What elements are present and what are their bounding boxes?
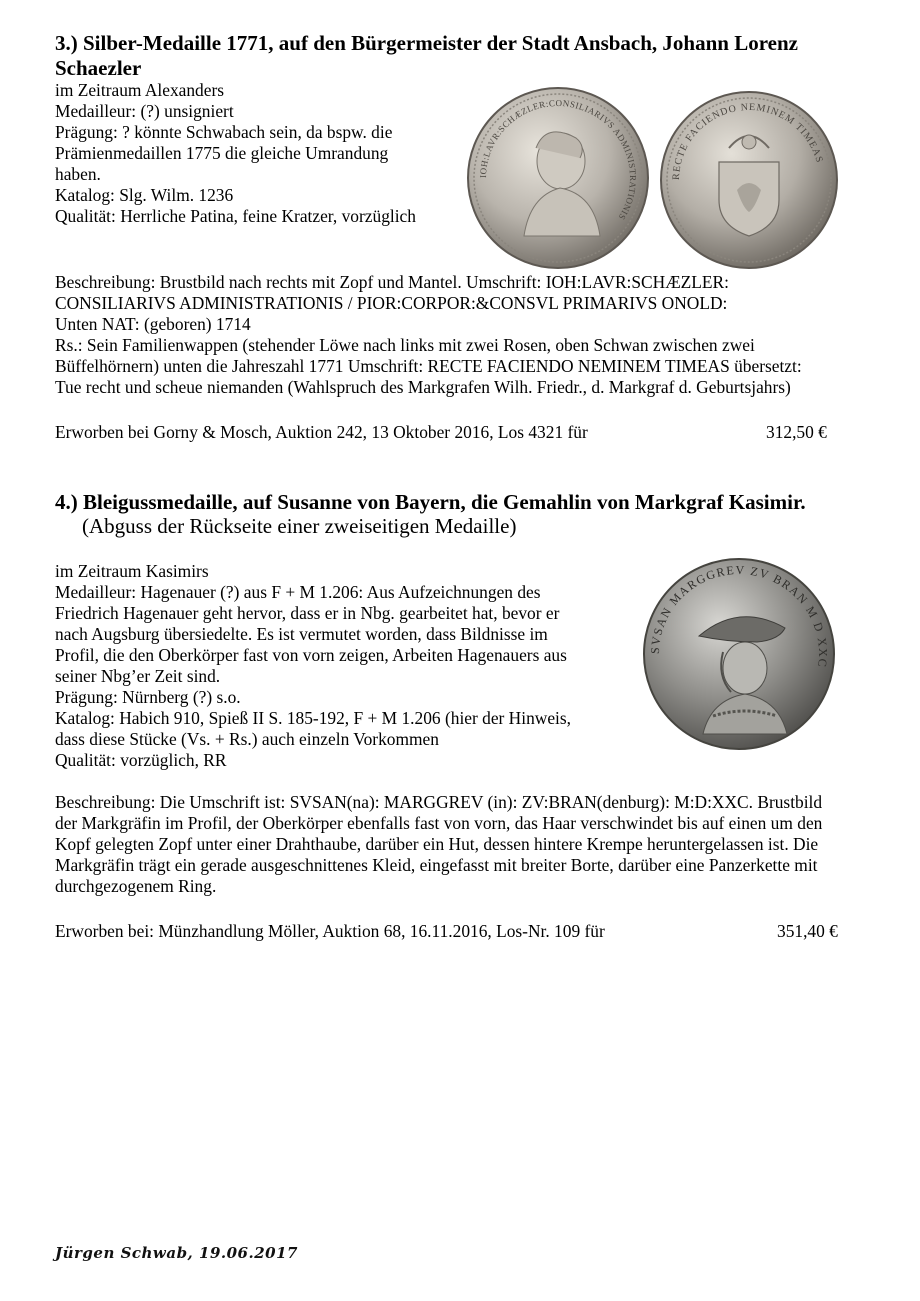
signature: Jürgen Schwab, 19.06.2017 [55, 1244, 298, 1262]
item3-info-line: Prämienmedaillen 1775 die gleiche Umrandung [55, 143, 389, 163]
item3-info-line: Prägung: ? könnte Schwabach sein, da bspw. die [55, 122, 393, 142]
item3-description [55, 272, 802, 398]
item3-description-line: Büffelhörnern) unten die Jahreszahl 1771 Umschrift: RECTE FACIENDO NEMINEM TIMEAS übersetzt: [55, 356, 802, 376]
item3-info-line: Katalog: Slg. Wilm. 1236 [55, 185, 234, 205]
item4-acquired: Erworben bei: Münzhandlung Möller, Auktion 68, 16.11.2016, Los-Nr. 109 für [55, 921, 605, 941]
item3-description-line: Unten NAT: (geboren) 1714 [55, 314, 251, 334]
item4-info-line: nach Augsburg übersiedelte. Es ist vermutet worden, dass Bildnisse im [55, 624, 548, 644]
item4-title-line1: 4.) Bleigussmedaille, auf Susanne von Bayern, die Gemahlin von Markgraf Kasimir. [55, 490, 806, 514]
item3-info-line: Medailleur: (?) unsigniert [55, 101, 234, 121]
item3-title-line2: Schaezler [55, 56, 142, 80]
item3-description-line: Tue recht und scheue niemanden (Wahlspruch des Markgrafen Wilh. Friedr., d. Markgraf d. Geburtsjahrs) [55, 377, 791, 397]
item4-info-line: dass diese Stücke (Vs. + Rs.) auch einzeln Vorkommen [55, 729, 439, 749]
item3-reverse-coin [659, 90, 839, 270]
item3-price: 312,50 € [766, 422, 827, 442]
item4-info-line: Qualität: vorzüglich, RR [55, 750, 227, 770]
item4-description-line: durchgezogenem Ring. [55, 876, 217, 896]
item3-info-line: haben. [55, 164, 101, 184]
item4-description-line: Markgräfin trägt ein gerade ausgeschnittenes Kleid, eingefasst mit breiter Borte, darüber eine Panzerkette mit [55, 855, 818, 875]
item4-title-line2: (Abguss der Rückseite einer zweiseitigen Medaille) [82, 514, 517, 538]
item3-acquired: Erworben bei Gorny & Mosch, Auktion 242, 13 Oktober 2016, Los 4321 für [55, 422, 588, 442]
item3-info [55, 80, 416, 227]
item4-description-line: der Markgräfin im Profil, der Oberkörper ebenfalls fast von vorn, das Haar verschwindet bis auf einen um den [55, 813, 823, 833]
item3-description-line: Beschreibung: Brustbild nach rechts mit Zopf und Mantel. Umschrift: IOH:LAVR:SCHÆZLER: [55, 272, 729, 292]
item4-info-line: Friedrich Hagenauer geht hervor, dass er in Nbg. gearbeitet hat, bevor er [55, 603, 560, 623]
item4-coin-legend: SVSAN MARGGREV ZV BRAN M D XXC [647, 562, 831, 669]
item4-info-line: Katalog: Habich 910, Spieß II S. 185-192, F + M 1.206 (hier der Hinweis, [55, 708, 571, 728]
item4-description [55, 792, 822, 897]
item4-info-line: im Zeitraum Kasimirs [55, 561, 209, 581]
item4-price: 351,40 € [777, 921, 838, 941]
item3-reverse-legend: RECTE FACIENDO NEMINEM TIMEAS [670, 101, 825, 181]
item3-description-line: CONSILIARIVS ADMINISTRATIONIS / PIOR:CORPOR:&CONSVL PRIMARIVS ONOLD: [55, 293, 728, 313]
item4-info-line: Prägung: Nürnberg (?) s.o. [55, 687, 241, 707]
item3-info-line: Qualität: Herrliche Patina, feine Kratzer, vorzüglich [55, 206, 416, 226]
item4-info-line: Profil, die den Oberkörper fast von vorn zeigen, Arbeiten Hagenauers aus [55, 645, 567, 665]
item3-obverse-legend: IOH:LAVR:SCHÆZLER:CONSILIARIVS ADMINISTRATIONIS [477, 97, 639, 222]
item4-coin [641, 556, 837, 752]
item3-obverse-coin [466, 86, 650, 270]
item4-info-line: Medailleur: Hagenauer (?) aus F + M 1.206: Aus Aufzeichnungen des [55, 582, 541, 602]
item3-description-line: Rs.: Sein Familienwappen (stehender Löwe nach links mit zwei Rosen, oben Schwan zwischen zwei [55, 335, 755, 355]
item3-info-line: im Zeitraum Alexanders [55, 80, 225, 100]
item4-description-line: Beschreibung: Die Umschrift ist: SVSAN(na): MARGGREV (in): ZV:BRAN(denburg): M:D:XXC. Brustbild [55, 792, 823, 812]
item4-info-line: seiner Nbg’er Zeit sind. [55, 666, 221, 686]
item4-description-line: Kopf gelegten Zopf unter einer Drahthaube, darüber ein Hut, dessen hintere Krempe heruntergelassen ist. Die [55, 834, 819, 854]
item3-title-line1: 3.) Silber-Medaille 1771, auf den Bürgermeister der Stadt Ansbach, Johann Lorenz [55, 31, 798, 55]
item4-info [55, 561, 571, 771]
